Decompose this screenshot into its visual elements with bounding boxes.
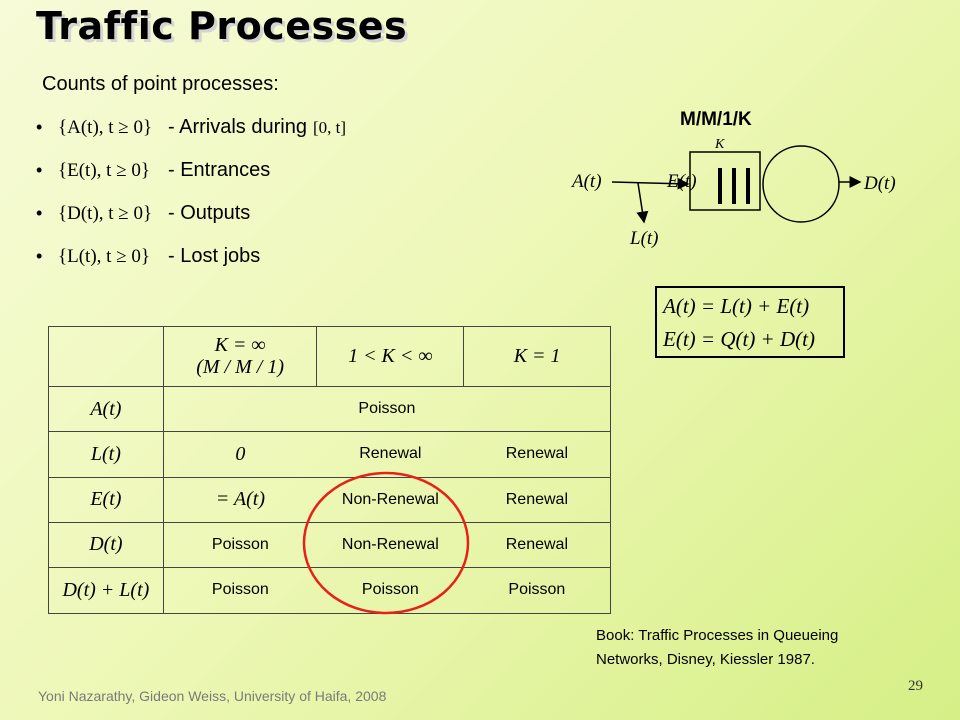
table-cell: Poisson bbox=[163, 567, 317, 613]
lost-set: {L(t), t ≥ 0} bbox=[58, 245, 150, 267]
lost-label: L(t) bbox=[630, 228, 659, 249]
header-k1: K = 1 bbox=[464, 327, 611, 387]
footer-credit: Yoni Nazarathy, Gideon Weiss, University of Haifa, 2008 bbox=[38, 688, 387, 704]
outputs-label: D(t) bbox=[864, 173, 896, 194]
slide-title: Traffic Processes bbox=[36, 4, 408, 48]
outputs-set: {D(t), t ≥ 0} bbox=[58, 202, 153, 224]
table-cell: Renewal bbox=[464, 477, 611, 522]
entrances-set: {E(t), t ≥ 0} bbox=[58, 159, 150, 181]
table-cell: Poisson bbox=[464, 567, 611, 613]
table-cell: = A(t) bbox=[163, 477, 317, 522]
book-reference bbox=[596, 624, 838, 672]
arrivals-label: A(t) bbox=[572, 171, 602, 192]
queue-model-title: M/M/1/K bbox=[680, 109, 752, 130]
server-circle bbox=[763, 146, 839, 222]
capacity-label: K bbox=[715, 137, 725, 152]
lost-desc: - Lost jobs bbox=[168, 245, 261, 267]
table-cell: Poisson bbox=[317, 567, 464, 613]
entrances-desc: - Entrances bbox=[168, 159, 271, 181]
header-infinite bbox=[163, 327, 317, 387]
equation-1: A(t) = L(t) + E(t) bbox=[663, 294, 810, 318]
row-label: D(t) + L(t) bbox=[49, 567, 164, 613]
entrances-label: E(t) bbox=[667, 171, 697, 192]
loss-arrow bbox=[638, 183, 644, 222]
queue-diagram bbox=[560, 130, 940, 260]
bullet-dot: • bbox=[36, 117, 43, 137]
row-label: D(t) bbox=[49, 522, 164, 567]
bullet-dot: • bbox=[36, 160, 43, 180]
bullet-entrances bbox=[36, 159, 270, 182]
reference-line-2: Networks, Disney, Kiessler 1987. bbox=[596, 651, 815, 668]
bullet-dot: • bbox=[36, 246, 43, 266]
table-cell: 0 bbox=[163, 432, 317, 477]
subtitle: Counts of point processes: bbox=[42, 73, 279, 95]
page-number: 29 bbox=[908, 678, 923, 694]
row-label: E(t) bbox=[49, 477, 164, 522]
header-row bbox=[49, 327, 611, 387]
interval: [0, t] bbox=[312, 117, 346, 137]
corner-cell bbox=[49, 327, 164, 387]
table-cell: Renewal bbox=[317, 432, 464, 477]
arrivals-set: {A(t), t ≥ 0} bbox=[58, 116, 153, 138]
row-label: L(t) bbox=[49, 432, 164, 477]
equation-2: E(t) = Q(t) + D(t) bbox=[663, 327, 815, 351]
bullet-lost bbox=[36, 245, 260, 268]
table-cell: Poisson bbox=[163, 522, 317, 567]
header-k-infinity: K = ∞ bbox=[214, 334, 266, 357]
equations-box bbox=[655, 286, 845, 358]
table-cell: Renewal bbox=[464, 432, 611, 477]
row-label: A(t) bbox=[49, 387, 164, 432]
table-cell: Non-Renewal bbox=[317, 522, 464, 567]
outputs-desc: - Outputs bbox=[168, 202, 251, 224]
header-mm1: (M / M / 1) bbox=[196, 356, 284, 379]
table-row bbox=[49, 387, 611, 432]
arrivals-desc: - Arrivals during bbox=[168, 116, 307, 138]
bullet-outputs bbox=[36, 202, 250, 225]
table-cell: Poisson bbox=[163, 387, 610, 432]
reference-line-1: Book: Traffic Processes in Queueing bbox=[596, 627, 839, 644]
bullet-arrivals bbox=[36, 116, 346, 139]
table-cell: Non-Renewal bbox=[317, 477, 464, 522]
header-finite: 1 < K < ∞ bbox=[317, 327, 464, 387]
bullet-dot: • bbox=[36, 203, 43, 223]
table-cell: Renewal bbox=[464, 522, 611, 567]
highlight-ellipse bbox=[296, 468, 476, 618]
